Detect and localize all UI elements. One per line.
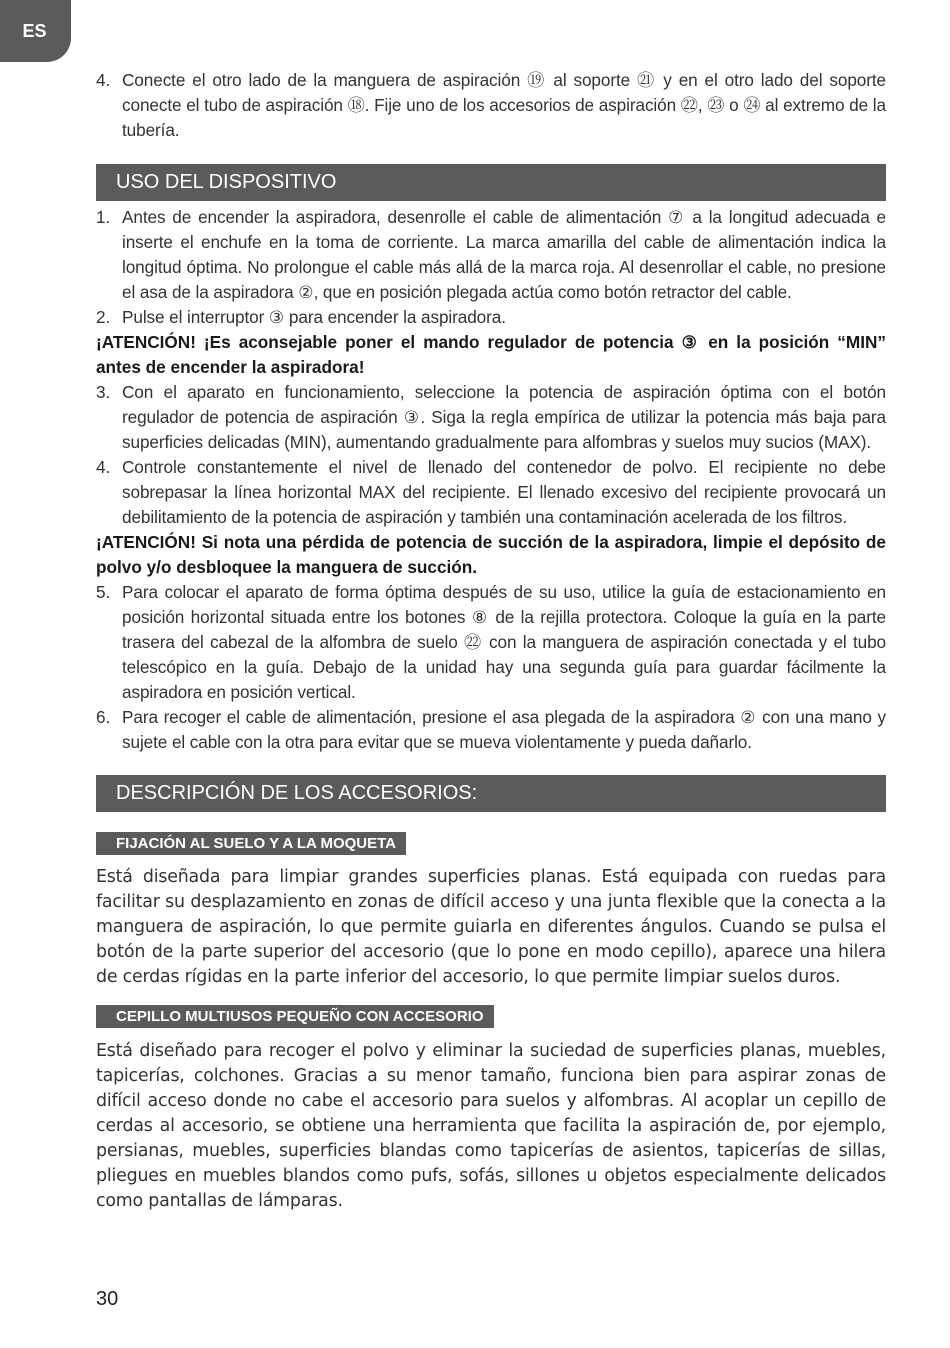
list-item (96, 305, 886, 330)
uso-list-a (96, 205, 886, 330)
list-text: Pulse el interruptor ③ para encender la aspiradora. (122, 307, 506, 327)
list-number: 4. (96, 457, 111, 477)
list-number: 5. (96, 582, 111, 602)
subsection-title: FIJACIÓN AL SUELO Y A LA MOQUETA (96, 832, 406, 855)
list-number: 3. (96, 382, 111, 402)
attention-note: ¡ATENCIÓN! ¡Es aconsejable poner el mando regulador de potencia ③ en la posición “MIN” antes de encender la aspiradora! (96, 332, 886, 377)
list-text: Para recoger el cable de alimentación, presione el asa plegada de la aspiradora ② con una mano y sujete el cable con la otra para evitar que se mueva violentamente y pueda dañarlo. (122, 707, 886, 752)
subsection-title: CEPILLO MULTIUSOS PEQUEÑO CON ACCESORIO (96, 1005, 494, 1028)
list-text: Controle constantemente el nivel de llenado del contenedor de polvo. El recipiente no debe sobrepasar la línea horizontal MAX del recipiente. El llenado excesivo del recipiente provocará un debilitamiento de la potencia de aspiración y también una contaminación acelerada de los filtros. (122, 457, 886, 527)
subsection-text: Está diseñada para limpiar grandes superficies planas. Está equipada con ruedas para facilitar su desplazamiento en zonas de difícil acceso y una junta flexible que la conecta a la manguera de aspiración, lo que permite guiarla en diferentes ángulos. Cuando se pulsa el botón de la parte superior del accesorio (que lo pone en modo cepillo), aparece una hilera de cerdas rígidas en la parte inferior del accesorio, lo que permite limpiar suelos duros. (96, 867, 886, 987)
attention-note: ¡ATENCIÓN! Si nota una pérdida de potencia de succión de la aspiradora, limpie el depósito de polvo y/o desbloquee la manguera de succión. (96, 532, 886, 577)
list-item (96, 205, 886, 305)
list-number: 2. (96, 307, 111, 327)
section-header-uso (96, 164, 886, 201)
uso-list-b (96, 380, 886, 530)
list-text: Conecte el otro lado de la manguera de aspiración ⑲ al soporte ㉑ y en el otro lado del soporte conecte el tubo de aspiración ⑱. Fije uno de los accesorios de aspiración ㉒, ㉓ o ㉔ al extremo de la tubería. (122, 70, 886, 140)
section-header-accesorios (96, 775, 886, 812)
list-text: Antes de encender la aspiradora, desenrolle el cable de alimentación ⑦ a la longitud adecuada e inserte el enchufe en la toma de corriente. La marca amarilla del cable de alimentación indica la longitud óptima. No prolongue el cable más allá de la marca roja. Al desenrollar el cable, no presione el asa de la aspiradora ②, que en posición plegada actúa como botón retractor del cable. (122, 207, 886, 302)
page-number: 30 (96, 1288, 119, 1310)
subsection-floor (96, 832, 886, 990)
list-item (96, 68, 886, 143)
uso-list-c (96, 580, 886, 755)
intro-list (96, 68, 886, 143)
list-text: Para colocar el aparato de forma óptima después de su uso, utilice la guía de estacionamiento en posición horizontal situada entre los botones ⑧ de la rejilla protectora. Coloque la guía en la parte trasera del cabezal de la alfombra de suelo ㉒ con la manguera de aspiración conectada y el tubo telescópico en la guía. Debajo de la unidad hay una segunda guía para guardar fácilmente la aspiradora en posición vertical. (122, 582, 886, 702)
language-label: ES (22, 20, 47, 41)
list-item (96, 380, 886, 455)
subsection-brush (96, 1005, 886, 1214)
list-item (96, 455, 886, 530)
list-item (96, 705, 886, 755)
list-text: Con el aparato en funcionamiento, seleccione la potencia de aspiración óptima con el botón regulador de potencia de aspiración ③. Siga la regla empírica de utilizar la potencia más baja para superficies delicadas (MIN), aumentando gradualmente para alfombras y suelos muy sucios (MAX). (122, 382, 886, 452)
section-title: USO DEL DISPOSITIVO (116, 171, 337, 193)
list-number: 1. (96, 207, 111, 227)
section-title: DESCRIPCIÓN DE LOS ACCESORIOS: (116, 782, 478, 804)
subsection-text: Está diseñado para recoger el polvo y eliminar la suciedad de superficies planas, muebles, tapicerías, colchones. Gracias a su menor tamaño, funciona bien para aspirar zonas de difícil acceso donde no cabe el accesorio para suelos y alfombras. Al acoplar un cepillo de cerdas al accesorio, se obtiene una herramienta que facilita la aspiración de, por ejemplo, persianas, muebles, superficies blandas como tapicerías de asientos, tapicerías de sillas, pliegues en muebles blandos como pufs, sofás, sillones u objetos especialmente delicados como pantallas de lámparas. (96, 1041, 886, 1211)
page-content (96, 68, 886, 1214)
list-number: 6. (96, 707, 111, 727)
list-number: 4. (96, 70, 111, 90)
language-tab (0, 0, 71, 62)
list-item (96, 580, 886, 705)
